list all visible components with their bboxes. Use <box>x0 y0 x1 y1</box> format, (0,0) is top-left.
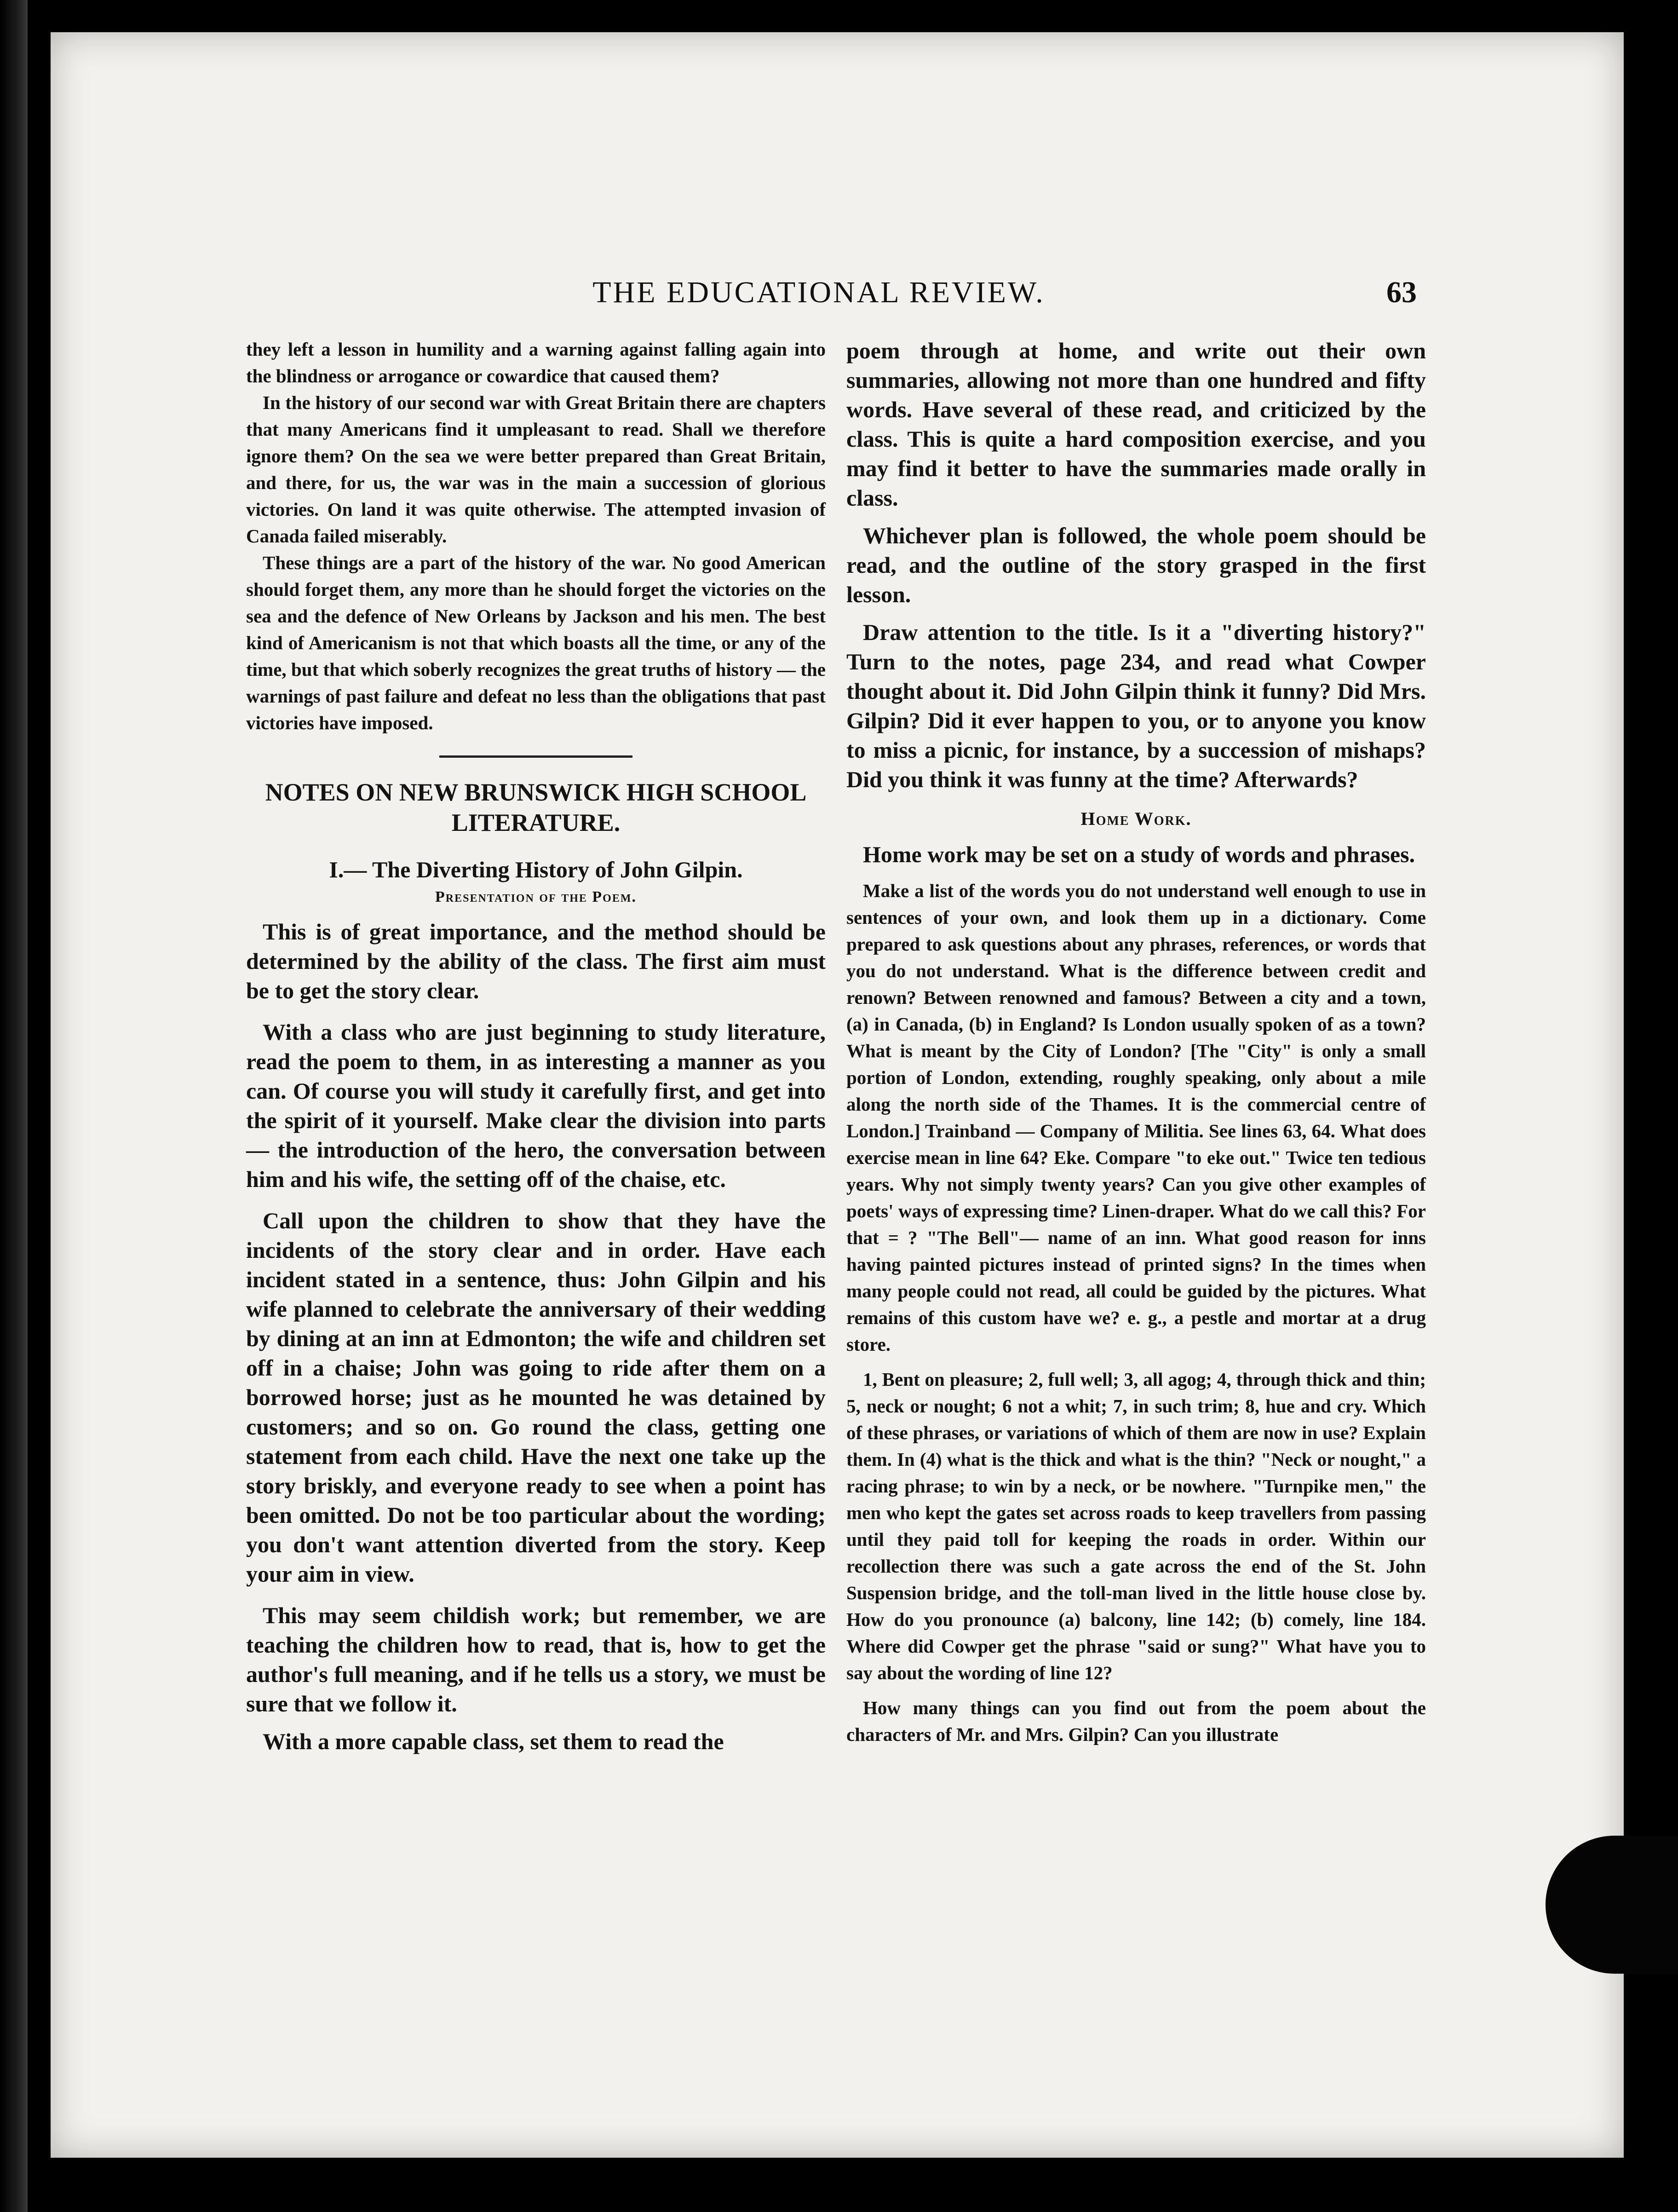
page-number: 63 <box>1386 276 1417 309</box>
section-divider <box>439 755 632 758</box>
left-paragraph-4: This is of great importance, and the method should be determined by the ability of the class. The first aim must be to get the story clear. <box>246 919 826 1003</box>
left-paragraph-2: In the history of our second war with Great Britain there are chapters that many Americans find it umpleasant to read. Shall we therefore ignore them? On the sea we were better prepared than Great Britain, and there, for us, the war was in the main a succession of glorious victories. On land it was quite otherwise. The attempted invasion of Canada failed miserably. <box>246 392 826 547</box>
article-heading: NOTES ON NEW BRUNSWICK HIGH SCHOOL LITERATURE. <box>265 778 807 836</box>
right-column <box>846 336 1426 1748</box>
page-tab <box>1546 1836 1678 1974</box>
section-label-presentation: Presentation of the Poem. <box>435 888 637 905</box>
left-paragraph-3: These things are a part of the history of the war. No good American should forget them, any more than he should forget the victories on the sea and the defence of New Orleans by Jackson and his men. The best kind of Americanism is not that which boasts all the time, or any of the time, but that which soberly recognizes the great truths of history — the warnings of past failure and defeat no less than the obligations that past victories have imposed. <box>246 552 826 733</box>
section-label-home-work: Home Work. <box>1080 808 1192 829</box>
left-paragraph-5: With a class who are just beginning to study literature, read the poem to them, in as interesting a manner as you can. Of course you will study it carefully first, and get into the spirit of it yourself. Make clear the division into parts — the introduction of the hero, the conversation between him and his wife, the setting off of the chaise, etc. <box>246 1019 826 1192</box>
right-paragraph-3: Draw attention to the title. Is it a "diverting history?" Turn to the notes, page 234, and read what Cowper thought about it. Did John Gilpin think it funny? Did Mrs. Gilpin? Did it ever happen to you, or to anyone you know to miss a picnic, for instance, by a succession of mishaps? Did you think it was funny at the time? Afterwards? <box>846 619 1426 792</box>
running-head: THE EDUCATIONAL REVIEW. <box>592 276 1045 309</box>
right-paragraph-5: Make a list of the words you do not understand well enough to use in sentences of your own, and look them up in a dictionary. Come prepared to ask questions about any phrases, references, or words that you do not understand. What is the difference between credit and renown? Between renowned and famous? Between a city and a town, (a) in Canada, (b) in England? Is London usually spoken of as a town? What is meant by the City of London? [The "City" is only a small portion of London, extending, roughly speaking, only about a mile along the north side of the Thames. It is the commercial centre of London.] Trainband — Company of Militia. See lines 63, 64. What does exercise mean in line 64? Eke. Compare "to eke out." Twice ten tedious years. Why not simply twenty years? Can you give other examples of poets' ways of expressing time? Linen-draper. What do we call this? For that = ? "The Bell"— name of an inn. What good reason for inns having painted pictures instead of printed signs? In the times when many people could not read, all could be guided by the pictures. What remains of this custom have we? e. g., a pestle and mortar at a drug store. <box>846 880 1426 1355</box>
right-paragraph-7: How many things can you find out from the poem about the characters of Mr. and Mrs. Gilpin? Can you illustrate <box>846 1697 1426 1745</box>
left-paragraph-1: they left a lesson in humility and a warning against falling again into the blindness or arrogance or cowardice that caused them? <box>246 339 826 386</box>
right-paragraph-6: 1, Bent on pleasure; 2, full well; 3, all agog; 4, through thick and thin; 5, neck or nought; 6 not a whit; 7, in such trim; 8, hue and cry. Which of these phrases, or variations of which of them are now in use? Explain them. In (4) what is the thick and what is the thin? "Neck or nought," a racing phrase; to win by a neck, or be nowhere. "Turnpike men," the men who kept the gates set across roads to keep travellers from passing until they paid toll for keeping the roads in order. Within our recollection there was such a gate across the end of the St. John Suspension bridge, and the toll-man lived in the little house close by. How do you pronounce (a) balcony, line 142; (b) comely, line 184. Where did Cowper get the phrase "said or sung?" What have you to say about the wording of line 12? <box>846 1369 1426 1683</box>
article-subheading: I.— The Diverting History of John Gilpin. <box>329 857 743 882</box>
right-paragraph-4: Home work may be set on a study of words and phrases. <box>863 841 1415 867</box>
right-paragraph-2: Whichever plan is followed, the whole poem should be read, and the outline of the story grasped in the first lesson. <box>846 523 1426 607</box>
left-paragraph-6: Call upon the children to show that they have the incidents of the story clear and in order. Have each incident stated in a sentence, thus: John Gilpin and his wife planned to celebrate the anniversary of their wedding by dining at an inn at Edmonton; the wife and children set off in a chaise; John was going to ride after them on a borrowed horse; just as he mounted he was detained by customers; and so on. Go round the class, getting one statement from each child. Have the next one take up the story briskly, and everyone ready to see when a point has been omitted. Do not be too particular about the wording; you don't want attention diverted from the story. Keep your aim in view. <box>246 1208 826 1587</box>
left-paragraph-7: This may seem childish work; but remember, we are teaching the children how to read, that is, how to get the author's full meaning, and if he tells us a story, we must be sure that we follow it. <box>246 1602 826 1717</box>
left-column <box>246 336 826 1756</box>
left-paragraph-8: With a more capable class, set them to read the <box>263 1728 724 1754</box>
right-paragraph-1: poem through at home, and write out their own summaries, allowing not more than one hundred and fifty words. Have several of these read, and criticized by the class. This is quite a hard composition exercise, and you may find it better to have the summaries made orally in class. <box>846 338 1426 511</box>
binding-shadow <box>0 0 28 2212</box>
